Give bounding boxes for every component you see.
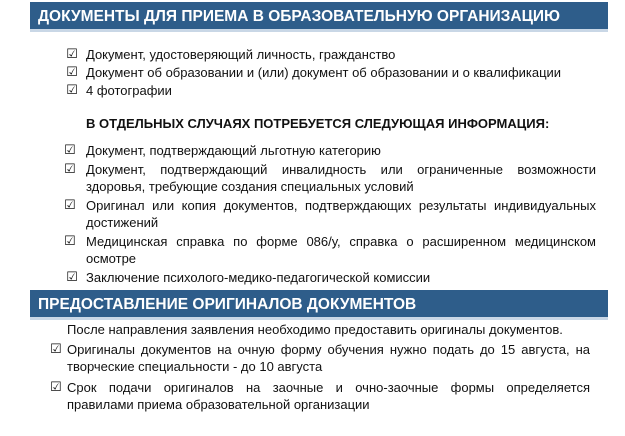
section-originals-banner	[30, 290, 608, 320]
list-item-text: Медицинская справка по форме 086/у, справка о расширенном медицинском осмотре	[86, 234, 596, 266]
checkbox-icon: ☑	[66, 83, 78, 98]
list-item-text: Срок подачи оригиналов на заочные и очно-заочные формы определяется правилами приема образовательной организации	[67, 380, 590, 412]
list-item-text: Документ, подтверждающий льготную категорию	[86, 143, 381, 158]
checkbox-icon: ☑	[50, 380, 62, 395]
list-item	[50, 379, 590, 413]
section-originals-title: ПРЕДОСТАВЛЕНИЕ ОРИГИНАЛОВ ДОКУМЕНТОВ	[38, 296, 417, 313]
originals-intro-text: После направления заявления необходимо предоставить оригиналы документов.	[67, 322, 563, 337]
checkbox-icon: ☑	[64, 143, 76, 158]
list-item	[64, 142, 596, 159]
section-documents-title: ДОКУМЕНТЫ ДЛЯ ПРИЕМА В ОБРАЗОВАТЕЛЬНУЮ ОРГАНИЗАЦИЮ	[38, 8, 561, 25]
originals-list	[50, 341, 590, 413]
special-cases-heading: В ОТДЕЛЬНЫХ СЛУЧАЯХ ПОТРЕБУЕТСЯ СЛЕДУЮЩАЯ ИНФОРМАЦИЯ:	[86, 116, 550, 131]
list-item	[64, 64, 604, 81]
checkbox-icon: ☑	[64, 234, 76, 249]
list-item	[64, 197, 596, 231]
checkbox-icon: ☑	[64, 198, 76, 213]
list-item-text: Заключение психолого-медико-педагогической комиссии	[86, 270, 431, 285]
required-documents-list	[64, 46, 604, 99]
list-item	[64, 46, 604, 63]
checkbox-icon: ☑	[66, 270, 78, 285]
checkbox-icon: ☑	[50, 342, 62, 357]
list-item	[64, 269, 596, 286]
checkbox-icon: ☑	[66, 47, 78, 62]
checkbox-icon: ☑	[66, 65, 78, 80]
special-cases-list	[64, 142, 596, 286]
list-item-text: Документ об образовании и (или) документ об образовании и о квалификации	[86, 65, 562, 80]
checkbox-icon: ☑	[64, 162, 76, 177]
list-item-text: Документ, подтверждающий инвалидность или ограниченные возможности здоровья, требующие создания специальных условий	[86, 162, 596, 194]
list-item	[64, 161, 596, 195]
list-item	[64, 233, 596, 267]
list-item-text: Документ, удостоверяющий личность, гражданство	[86, 47, 396, 62]
list-item	[64, 82, 604, 99]
section-documents-banner	[30, 2, 608, 32]
list-item	[50, 341, 590, 375]
list-item-text: Оригиналы документов на очную форму обучения нужно подать до 15 августа, на творческие специальности - до 10 августа	[67, 342, 590, 374]
list-item-text: 4 фотографии	[86, 83, 172, 98]
list-item-text: Оригинал или копия документов, подтверждающих результаты индивидуальных достижений	[86, 198, 596, 230]
